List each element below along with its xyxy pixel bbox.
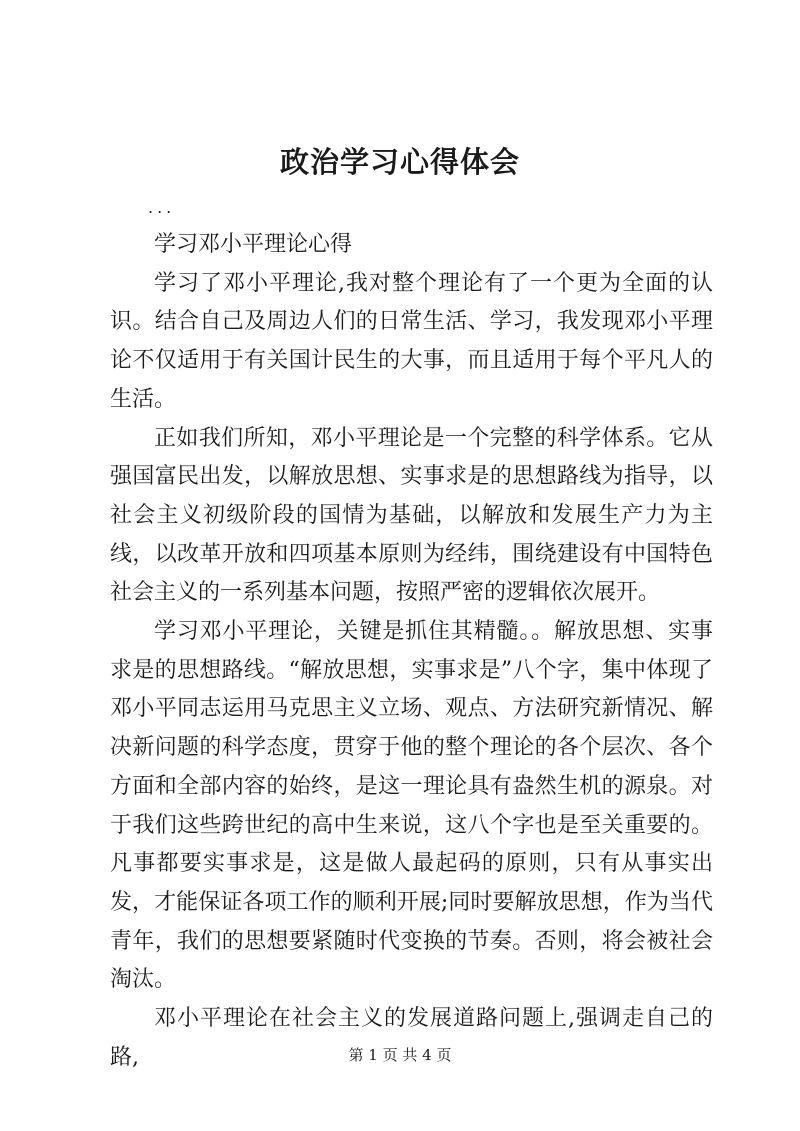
paragraph-heading: 学习邓小平理论心得 — [154, 232, 353, 257]
document-title: 政治学习心得体会 — [279, 145, 520, 179]
paragraph: 学习邓小平理论，关键是抓住其精髓。。解放思想、实事求是的思想路线。“解放思想，实事求是”八个字，集中体现了邓小平同志运用马克思主义立场、观点、方法研究新情况、解决新问题的科学态度，贯穿于他的整个理论的各个层次、各个方面和全部内容的始终，是这一理论具有盎然生机的源泉。对于我们这些跨世纪的高中生来说，这八个字也是至关重要的。凡事都要实事求是，这是做人最起码的原则，只有从事实出发，才能保证各项工作的顺利开展;同时要解放思想，作为当代青年，我们的思想要紧随时代变换的节奏。否则，将会被社会淘汰。 — [110, 619, 713, 993]
paragraph: 学习了邓小平理论,我对整个理论有了一个更为全面的认识。结合自己及周边人们的日常生活、学习，我发现邓小平理论不仅适用于有关国计民生的大事，而且适用于每个平凡人的生活。 — [110, 270, 713, 412]
paragraph: 正如我们所知，邓小平理论是一个完整的科学体系。它从强国富民出发，以解放思想、实事求是的思想路线为指导，以社会主义初级阶段的国情为基础，以解放和发展生产力为主线，以改革开放和四项基本原则为经纬，围绕建设有中国特色社会主义的一系列基本问题，按照严密的逻辑依次展开。 — [110, 425, 713, 606]
ellipsis-marker: ... — [148, 198, 176, 217]
document-body — [110, 226, 713, 1077]
paragraph: 邓小平理论在社会主义的发展道路问题上,强调走自己的路, — [110, 1006, 713, 1070]
page-footer: 第 1 页 共 4 页 — [348, 1046, 452, 1064]
